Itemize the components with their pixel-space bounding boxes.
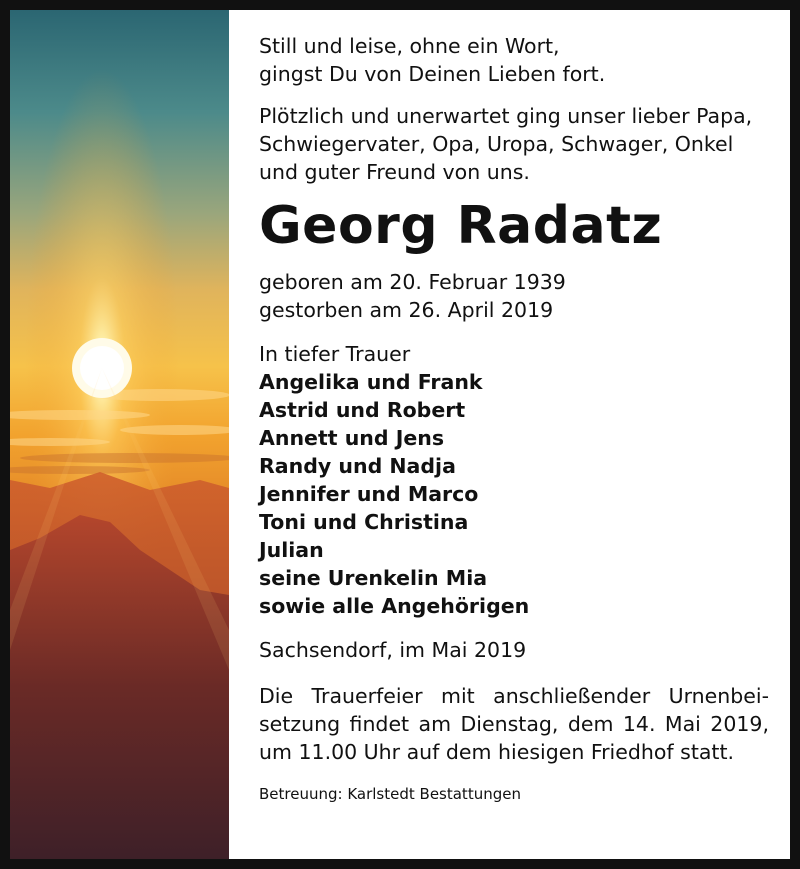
- ceremony-line: um 11.00 Uhr auf dem hiesigen Friedhof statt.: [259, 740, 735, 764]
- mourner: Julian: [259, 538, 324, 562]
- sunset-mountain-image: [10, 10, 229, 859]
- deceased-name: Georg Radatz: [259, 196, 663, 256]
- birth-date: geboren am 20. Februar 1939: [259, 270, 566, 294]
- verse-line: Still und leise, ohne ein Wort,: [259, 34, 560, 58]
- intro-line: Schwiegervater, Opa, Uropa, Schwager, Onkel: [259, 132, 734, 156]
- place-date: Sachsendorf, im Mai 2019: [259, 638, 527, 662]
- intro-paragraph: [259, 102, 769, 186]
- mourner: Randy und Nadja: [259, 454, 456, 478]
- mourner: Jennifer und Marco: [259, 482, 479, 506]
- funeral-home-credit: Betreuung: Karlstedt Bestattungen: [259, 785, 521, 803]
- mourner: Astrid und Robert: [259, 398, 466, 422]
- life-dates: [259, 268, 769, 324]
- mourner: Angelika und Frank: [259, 370, 483, 394]
- intro-line: Plötzlich und unerwartet ging unser lieber Papa,: [259, 104, 753, 128]
- mourner: Toni und Christina: [259, 510, 469, 534]
- ceremony-line: setzung findet am Dienstag, dem 14. Mai 2019,: [259, 712, 769, 736]
- intro-line: und guter Freund von uns.: [259, 160, 530, 184]
- verse: [259, 32, 769, 88]
- obituary-text: [259, 32, 769, 804]
- obituary-notice: [10, 10, 790, 859]
- death-date: gestorben am 26. April 2019: [259, 298, 554, 322]
- mourner: sowie alle Angehörigen: [259, 594, 530, 618]
- mourners-intro: In tiefer Trauer: [259, 342, 411, 366]
- mourner: seine Urenkelin Mia: [259, 566, 488, 590]
- ceremony-line: Die Trauerfeier mit anschließender Urnenbei-: [259, 684, 769, 708]
- verse-line: gingst Du von Deinen Lieben fort.: [259, 62, 606, 86]
- ceremony-info: [259, 682, 769, 766]
- mourners-list: [259, 340, 769, 620]
- mourner: Annett und Jens: [259, 426, 445, 450]
